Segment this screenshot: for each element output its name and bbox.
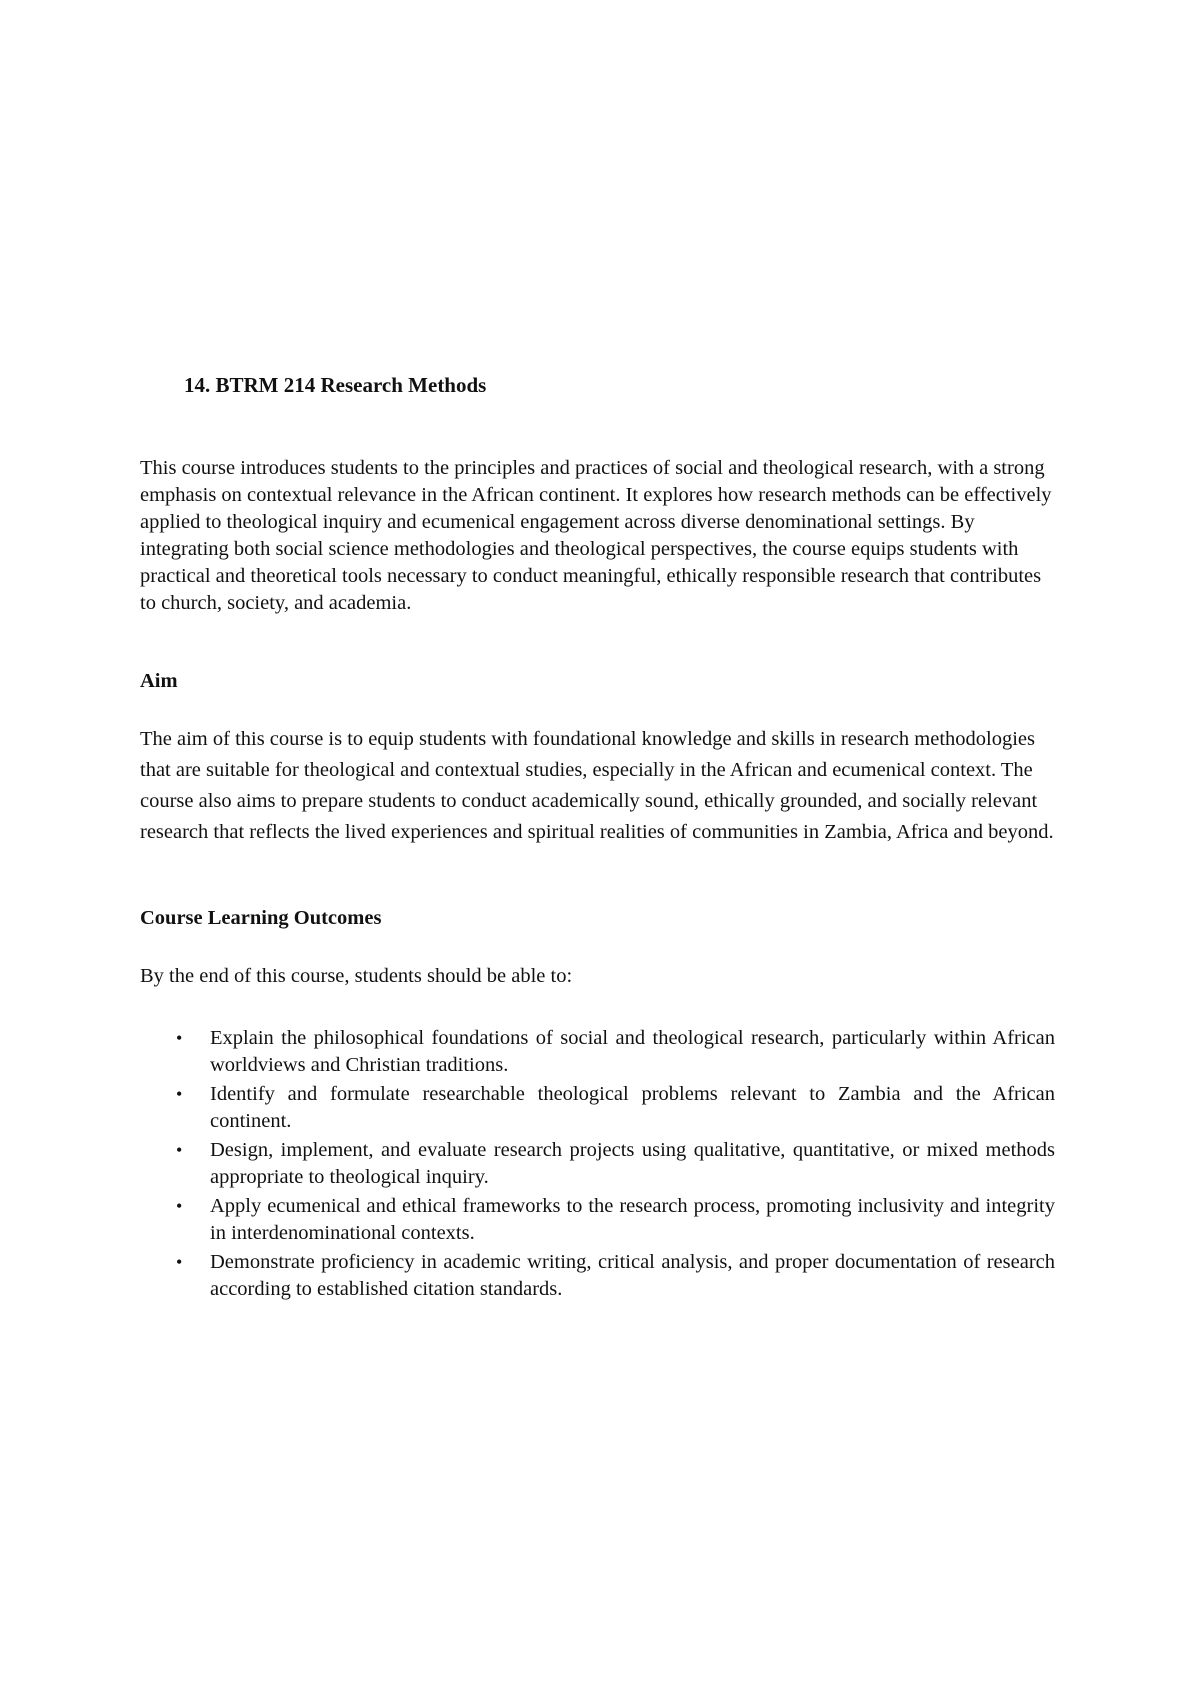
list-item-text: Design, implement, and evaluate research projects using qualitative, quantitative, or mixed methods appropriate to theological inquiry. bbox=[210, 1139, 1055, 1188]
bullet-icon: • bbox=[176, 1028, 183, 1048]
bullet-icon: • bbox=[176, 1252, 183, 1272]
list-item bbox=[176, 1081, 1055, 1135]
list-item-text: Demonstrate proficiency in academic writing, critical analysis, and proper documentation of research according to established citation standards. bbox=[210, 1251, 1055, 1300]
list-item bbox=[176, 1137, 1055, 1191]
bullet-icon: • bbox=[176, 1196, 183, 1216]
list-item-text: Explain the philosophical foundations of social and theological research, particularly within African worldviews and Christian traditions. bbox=[210, 1027, 1055, 1076]
list-item bbox=[176, 1249, 1055, 1303]
aim-heading: Aim bbox=[140, 670, 178, 692]
bullet-icon: • bbox=[176, 1140, 183, 1160]
outcomes-intro: By the end of this course, students should be able to: bbox=[140, 965, 573, 987]
list-item bbox=[176, 1193, 1055, 1247]
list-item-text: Apply ecumenical and ethical frameworks to the research process, promoting inclusivity and integrity in interdenominational contexts. bbox=[210, 1195, 1055, 1244]
aim-paragraph: The aim of this course is to equip students with foundational knowledge and skills in research methodologies that are suitable for theological and contextual studies, especially in the African and ecumenical context. The course also aims to prepare students to conduct academically sound, ethically grounded, and socially relevant research that reflects the lived experiences and spiritual realities of communities in Zambia, Africa and beyond. bbox=[140, 728, 1054, 843]
outcomes-heading: Course Learning Outcomes bbox=[140, 907, 382, 929]
intro-paragraph: This course introduces students to the principles and practices of social and theological research, with a strong emphasis on contextual relevance in the African continent. It explores how research methods can be effectively applied to theological inquiry and ecumenical engagement across diverse denominational settings. By integrating both social science methodologies and theological perspectives, the course equips students with practical and theoretical tools necessary to conduct meaningful, ethically responsible research that contributes to church, society, and academia. bbox=[140, 457, 1052, 614]
section-title: 14. BTRM 214 Research Methods bbox=[184, 373, 487, 397]
bullet-icon: • bbox=[176, 1084, 183, 1104]
list-item bbox=[176, 1025, 1055, 1079]
outcomes-list bbox=[176, 1025, 1055, 1305]
list-item-text: Identify and formulate researchable theological problems relevant to Zambia and the African continent. bbox=[210, 1083, 1055, 1132]
